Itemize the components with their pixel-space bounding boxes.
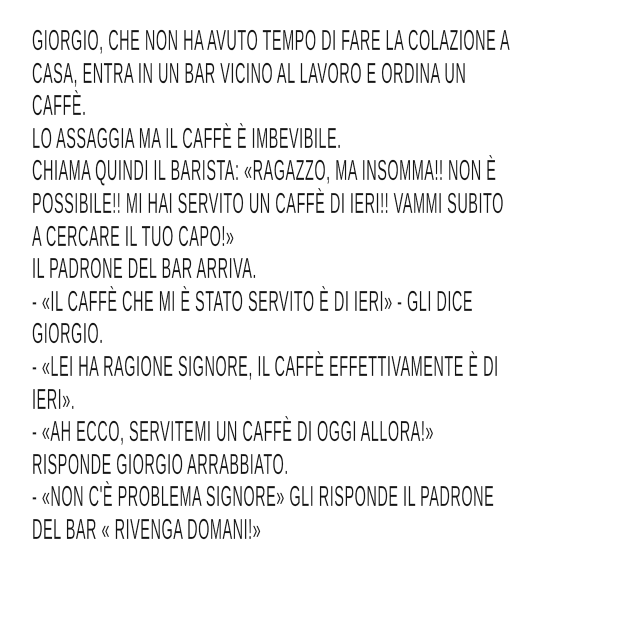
text-line: - «AH ECCO, SERVITEMI UN CAFFÈ DI OGGI ALLORA!» <box>32 416 434 449</box>
text-line: - «LEI HA RAGIONE SIGNORE, IL CAFFÈ EFFETTIVAMENTE È DI <box>32 350 499 383</box>
text-line: - «NON C'È PROBLEMA SIGNORE» GLI RISPONDE IL PADRONE <box>32 481 495 514</box>
text-line: RISPONDE GIORGIO ARRABBIATO. <box>32 448 289 481</box>
text-line: CHIAMA QUINDI IL BARISTA: «RAGAZZO, MA INSOMMA!! NON È <box>32 155 497 188</box>
text-line: CASA, ENTRA IN UN BAR VICINO AL LAVORO E ORDINA UN <box>32 57 467 90</box>
text-line: A CERCARE IL TUO CAPO!» <box>32 220 235 253</box>
text-line: GIORGIO, CHE NON HA AVUTO TEMPO DI FARE LA COLAZIONE A <box>32 25 511 57</box>
text-line: IL PADRONE DEL BAR ARRIVA. <box>32 253 257 286</box>
text-line: - «IL CAFFÈ CHE MI È STATO SERVITO È DI IERI» - GLI DICE <box>32 285 474 318</box>
text-line: IERI». <box>32 383 76 416</box>
joke-text <box>32 25 624 547</box>
text-line: POSSIBILE!! MI HAI SERVITO UN CAFFÈ DI IERI!! VAMMI SUBITO <box>32 187 504 220</box>
text-line: CAFFÈ. <box>32 90 87 123</box>
text-line: DEL BAR « RIVENGA DOMANI!» <box>32 513 262 546</box>
text-line: GIORGIO. <box>32 318 104 351</box>
text-line: LO ASSAGGIA MA IL CAFFÈ È IMBEVIBILE. <box>32 122 342 155</box>
